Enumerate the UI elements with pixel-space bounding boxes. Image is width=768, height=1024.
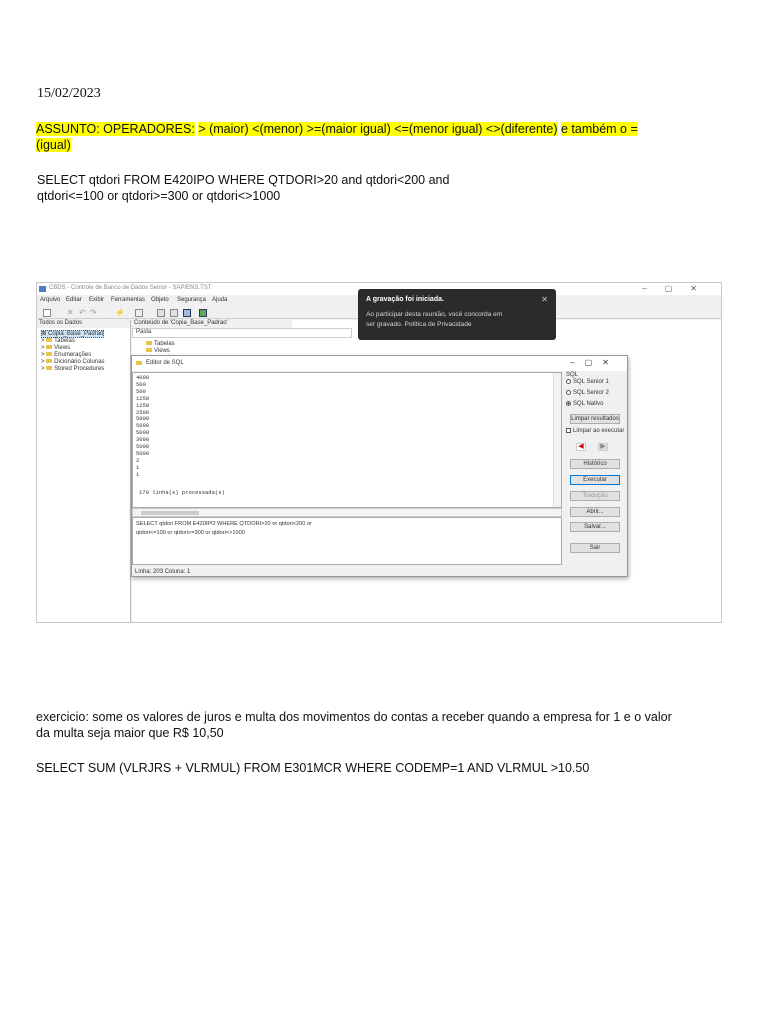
results-horizontal-scrollbar[interactable] [132,508,562,517]
processed-count: 170 linha(s) processada(s) [139,489,225,496]
result-row: 2500 [136,408,150,416]
close-icon[interactable]: ✕ [541,295,548,304]
editor-statusbar: Linha: 203 Coluna: 1 [135,569,191,575]
menu-item-arquivo[interactable]: Arquivo [40,297,61,303]
sql-options-panel [564,372,626,576]
folder-icon [46,338,52,342]
scrollbar-thumb[interactable] [141,511,199,515]
sql-editor-icon [136,361,142,365]
exercise-line1: exercicio: some os valores de juros e multa dos movimentos do contas a receber quando a empresa for 1 e o valor [36,710,672,724]
left-tree-panel [37,320,131,623]
result-row: 500 [136,380,146,388]
tree-item-views[interactable]: > Views [41,345,71,351]
content-panel-title: Conteúdo de 'Copia_Base_Padrao' [132,320,292,328]
tree-item-database[interactable]: Copia_Base_Padrao [41,330,104,338]
toast-title: A gravação foi iniciada. [366,296,444,303]
table-icon[interactable] [199,309,207,317]
sql-editor-titlebar [132,356,627,371]
result-row: 1 [136,463,140,471]
recording-notification [358,289,556,340]
content-item-views[interactable]: Views [146,348,170,354]
sql-example-line2: qtdori<=100 or qtdori>=300 or qtdori<>1000 [37,189,281,203]
result-row: 5000 [136,422,150,430]
undo-icon[interactable]: ↶ [79,308,86,317]
result-row: 1 [136,470,140,478]
radio-sql-senior-2[interactable]: SQL Senior 2 [566,390,609,396]
subject-label: ASSUNTO: OPERADORES: [36,122,195,136]
details-view-icon[interactable] [170,309,178,317]
embedded-screenshot [36,282,722,623]
sql-group-label: SQL [566,372,579,378]
subject-operators: > (maior) <(menor) >=(maior igual) <=(menor igual) <>(diferente) [198,122,558,136]
window-controls[interactable]: –▢✕ [642,284,715,293]
exercise-text [36,709,726,741]
menu-item-ajuda[interactable]: Ajuda [212,297,228,303]
history-button[interactable]: Histórico [570,459,620,469]
sql-results-area[interactable] [132,372,562,508]
result-row: 5000 [136,429,150,437]
left-panel-title: Todos os Dados [37,320,130,328]
grid-view-icon[interactable] [183,309,191,317]
subject-tail: e também o = [561,122,638,136]
tree-item-tabelas[interactable]: > Tabelas [41,338,75,344]
execute-button[interactable]: Executar [570,475,620,485]
sql-example-line1: SELECT qtdori FROM E420IPO WHERE QTDORI>20 and qtdori<200 and [37,173,450,187]
menu-item-editar[interactable]: Editar [66,297,82,303]
next-arrow-icon[interactable]: ▶ [598,443,608,451]
sql-editor-window [131,355,628,577]
menu-item-seguranca[interactable]: Segurança [177,297,207,303]
radio-selected-icon [566,401,571,406]
toast-body: Ao participar desta reunião, você concorda em ser gravado. Política de Privacidade [366,311,503,328]
exit-button[interactable]: Sair [570,543,620,553]
list-view-icon[interactable] [157,309,165,317]
content-item-tabelas[interactable]: Tabelas [146,341,175,347]
menu-item-exibir[interactable]: Exibir [89,297,105,303]
clear-results-button[interactable]: Limpar resultados [571,416,619,422]
folder-icon [146,341,152,345]
sql-editor-title: Editor de SQL [146,360,184,366]
folder-icon [46,359,52,363]
clear-on-execute-checkbox[interactable]: Limpar ao executar [566,428,624,434]
new-icon[interactable] [43,309,51,317]
content-column-header[interactable]: Pasta [132,328,352,338]
folder-icon [146,348,152,352]
radio-icon [566,390,571,395]
copy-icon[interactable] [135,309,143,317]
exercise-line2: da multa seja maior que R$ 10,50 [36,726,224,740]
folder-icon [46,345,52,349]
database-icon [42,331,46,335]
checkbox-icon [566,428,571,433]
query-line1: SELECT qtdori FROM E420IPO WHERE QTDORI>20 or qtdori<200 or [136,521,312,527]
tree-item-dicionario[interactable]: > Dicionário Colunas [41,359,105,365]
sql-editor-window-controls[interactable]: –▢✕ [570,358,619,367]
radio-sql-senior-1[interactable]: SQL Senior 1 [566,379,609,385]
menu-item-objeto[interactable]: Objeto [151,297,169,303]
sql-query-input[interactable] [132,517,562,565]
menu-item-ferramentas[interactable]: Ferramentas [111,297,146,303]
run-icon[interactable]: ⚡ [115,308,125,317]
result-row: 5000 [136,415,150,423]
folder-icon [46,352,52,356]
delete-icon[interactable]: ✕ [67,308,74,317]
tree-item-enumeracoes[interactable]: > Enumerações [41,352,92,358]
translate-button[interactable]: Tradução [570,491,620,501]
open-button[interactable]: Abrir... [570,507,620,517]
subject-line2: (igual) [36,138,71,152]
document-date: 15/02/2023 [37,86,101,101]
results-vertical-scrollbar[interactable] [553,373,561,507]
radio-icon [566,379,571,384]
sql-example [37,172,449,204]
redo-icon[interactable]: ↷ [90,308,97,317]
folder-icon [46,366,52,370]
app-window-title: CBDS - Controle de Banco de Dados Senior - SAPIENS.TST [49,285,212,291]
result-row: 500 [136,387,146,395]
tree-item-procedures[interactable]: > Stored Procedures [41,366,105,372]
result-row: 5000 [136,449,150,457]
prev-arrow-icon[interactable]: ◀ [576,443,586,451]
result-row: 1250 [136,394,150,402]
result-row: 3000 [136,436,150,444]
result-row: 1250 [136,401,150,409]
radio-sql-nativo[interactable]: SQL Nativo [566,401,603,407]
save-button[interactable]: Salvar... [570,522,620,532]
result-row: 4000 [136,374,150,381]
query-line2: qtdori<=100 or qtdori>=300 or qtdori<>1000 [136,530,245,536]
sql-answer: SELECT SUM (VLRJRS + VLRMUL) FROM E301MCR WHERE CODEMP=1 AND VLRMUL >10.50 [36,761,590,775]
app-icon [39,286,46,292]
results-list [136,375,558,479]
result-row: 5000 [136,443,150,451]
subject-paragraph [36,121,726,153]
result-row: 2 [136,456,140,464]
